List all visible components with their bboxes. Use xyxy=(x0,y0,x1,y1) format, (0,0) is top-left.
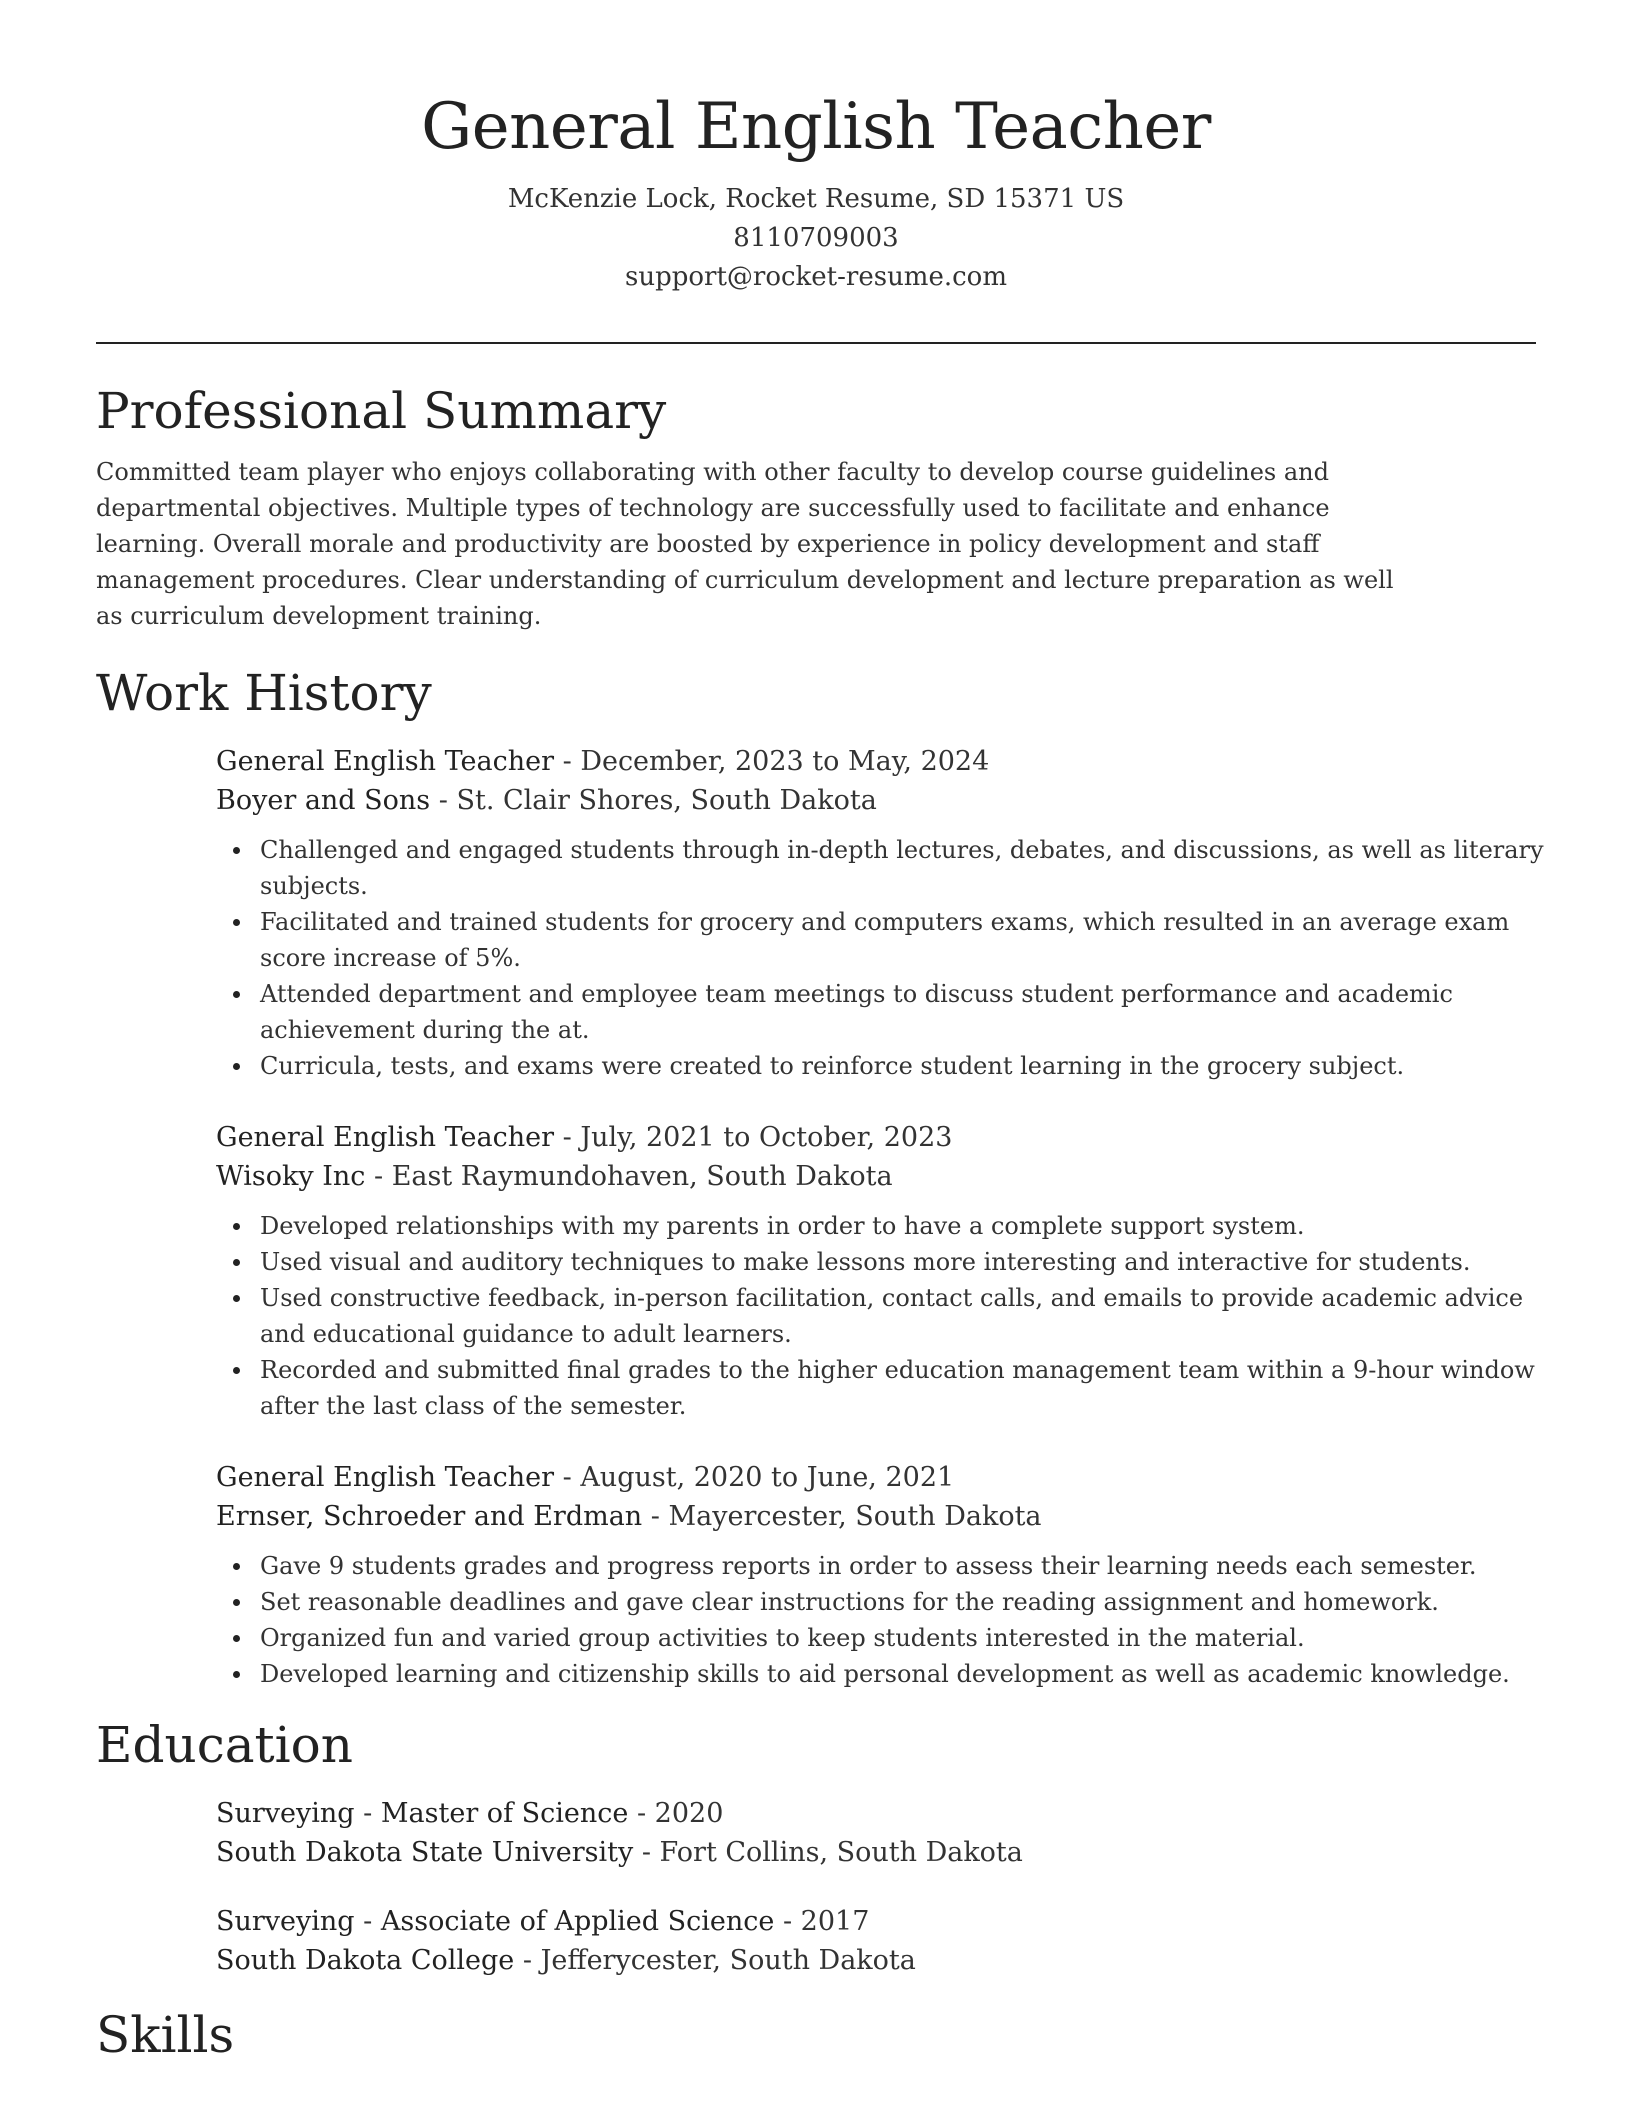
job-bullet xyxy=(260,832,1546,904)
job-company-line xyxy=(216,1157,1546,1196)
separator: - xyxy=(774,1906,801,1937)
job-title-line xyxy=(216,742,1546,781)
education-location: Jefferycester, South Dakota xyxy=(540,1945,916,1976)
bullet-text: Set reasonable deadlines and gave clear instructions for the reading assignment and homework. xyxy=(260,1588,1439,1616)
job-title-line xyxy=(216,1118,1546,1157)
separator: - xyxy=(554,1462,581,1493)
job-company-line xyxy=(216,1497,1546,1536)
education-section xyxy=(96,1710,1536,1980)
job-title: General English Teacher xyxy=(216,746,555,777)
bullet-dot-icon xyxy=(233,1367,240,1374)
education-field: Surveying xyxy=(216,1798,355,1829)
contact-block xyxy=(96,180,1536,297)
bullet-dot-icon xyxy=(233,1635,240,1642)
bullet-dot-icon xyxy=(233,1671,240,1678)
contact-address: McKenzie Lock, Rocket Resume, SD 15371 US xyxy=(507,184,1125,214)
job-bullet xyxy=(260,1620,1546,1656)
separator: - xyxy=(354,1798,381,1829)
summary-heading: Professional Summary xyxy=(96,382,667,440)
bullet-text: Used visual and auditory techniques to make lessons more interesting and interactive for students. xyxy=(260,1248,1471,1276)
job-location: Mayercester, South Dakota xyxy=(668,1501,1042,1532)
bullet-dot-icon xyxy=(233,991,240,998)
resume-header xyxy=(96,82,1536,297)
job-dates: July, 2021 to October, 2023 xyxy=(580,1122,953,1153)
job-bullet xyxy=(260,1584,1546,1620)
education-entry xyxy=(216,1902,1546,1980)
job-title: General English Teacher xyxy=(216,1122,555,1153)
job-dates: December, 2023 to May, 2024 xyxy=(580,746,990,777)
job-entry xyxy=(216,742,1546,1084)
bullet-dot-icon xyxy=(233,1295,240,1302)
bullet-dot-icon xyxy=(233,1223,240,1230)
bullet-dot-icon xyxy=(233,1563,240,1570)
header-divider xyxy=(96,342,1536,344)
bullet-text: Developed relationships with my parents in order to have a complete support system. xyxy=(260,1212,1305,1240)
bullet-text: Gave 9 students grades and progress reports in order to assess their learning needs each semester. xyxy=(260,1552,1477,1580)
job-entry xyxy=(216,1118,1546,1424)
bullet-text: Recorded and submitted final grades to the higher education management team within a 9-hour window after the last class of the semester. xyxy=(260,1356,1535,1420)
job-company: Boyer and Sons xyxy=(216,785,431,816)
job-company: Ernser, Schroeder and Erdman xyxy=(216,1501,643,1532)
contact-phone: 8110709003 xyxy=(733,223,899,253)
job-bullet xyxy=(260,1352,1546,1424)
bullet-text: Challenged and engaged students through in-depth lectures, debates, and discussions, as well as literary subjects. xyxy=(260,836,1544,900)
job-bullets xyxy=(216,1208,1546,1424)
job-bullet xyxy=(260,1244,1546,1280)
bullet-dot-icon xyxy=(233,1259,240,1266)
education-year: 2020 xyxy=(654,1798,724,1829)
work-history-section xyxy=(96,658,1544,1692)
education-school-line xyxy=(216,1941,1546,1980)
separator: - xyxy=(628,1798,655,1829)
job-bullet xyxy=(260,1048,1546,1084)
job-bullet xyxy=(260,976,1546,1048)
education-entry xyxy=(216,1794,1546,1872)
bullet-text: Attended department and employee team meetings to discuss student performance and academic achievement during the at. xyxy=(260,980,1453,1044)
resume-body xyxy=(96,376,1544,2070)
bullet-text: Used constructive feedback, in-person facilitation, contact calls, and emails to provide academic advice and educational guidance to adult learners. xyxy=(260,1284,1524,1348)
bullet-text: Curricula, tests, and exams were created to reinforce student learning in the grocery subject. xyxy=(260,1052,1405,1080)
work-history-heading: Work History xyxy=(96,664,432,722)
separator: - xyxy=(365,1161,392,1192)
education-school: South Dakota State University xyxy=(216,1837,634,1868)
job-bullets xyxy=(216,1548,1546,1692)
summary-section xyxy=(96,376,1536,634)
job-dates: August, 2020 to June, 2021 xyxy=(580,1462,955,1493)
separator: - xyxy=(642,1501,669,1532)
separator: - xyxy=(354,1906,381,1937)
job-bullet xyxy=(260,904,1546,976)
job-bullets xyxy=(216,832,1546,1084)
job-company-line xyxy=(216,781,1546,820)
job-title: General English Teacher xyxy=(216,1462,555,1493)
bullet-dot-icon xyxy=(233,919,240,926)
job-bullet xyxy=(260,1280,1546,1352)
job-company: Wisoky Inc xyxy=(216,1161,366,1192)
bullet-text: Facilitated and trained students for grocery and computers exams, which resulted in an average exam score increase of 5%. xyxy=(260,908,1510,972)
separator: - xyxy=(554,1122,581,1153)
bullet-dot-icon xyxy=(233,1063,240,1070)
bullet-text: Organized fun and varied group activities to keep students interested in the material. xyxy=(260,1624,1305,1652)
separator: - xyxy=(554,746,581,777)
education-degree: Master of Science xyxy=(380,1798,629,1829)
skills-heading: Skills xyxy=(96,2006,235,2064)
job-entry xyxy=(216,1458,1546,1692)
bullet-dot-icon xyxy=(233,847,240,854)
job-location: St. Clair Shores, South Dakota xyxy=(456,785,877,816)
document-title: General English Teacher xyxy=(421,90,1211,164)
job-bullet xyxy=(260,1656,1546,1692)
contact-email: support@rocket-resume.com xyxy=(624,262,1007,292)
job-title-line xyxy=(216,1458,1546,1497)
job-bullet xyxy=(260,1548,1546,1584)
separator: - xyxy=(633,1837,660,1868)
summary-text: Committed team player who enjoys collaborating with other faculty to develop course guidelines and departmental objectives. Multiple types of technology are successfully used to facilitate and enhance learning. Overall morale and productivity are boosted by experience in policy development and staff management procedures. Clear understanding of curriculum development and lecture preparation as well as curriculum development training. xyxy=(96,458,1394,630)
education-degree-line xyxy=(216,1902,1546,1941)
bullet-text: Developed learning and citizenship skills to aid personal development as well as academic knowledge. xyxy=(260,1660,1510,1688)
education-field: Surveying xyxy=(216,1906,355,1937)
job-location: East Raymundohaven, South Dakota xyxy=(391,1161,893,1192)
separator: - xyxy=(514,1945,541,1976)
bullet-dot-icon xyxy=(233,1599,240,1606)
education-year: 2017 xyxy=(800,1906,870,1937)
job-bullet xyxy=(260,1208,1546,1244)
education-degree-line xyxy=(216,1794,1546,1833)
education-school: South Dakota College xyxy=(216,1945,515,1976)
separator: - xyxy=(430,785,457,816)
skills-section xyxy=(96,2000,1536,2070)
education-location: Fort Collins, South Dakota xyxy=(659,1837,1023,1868)
education-school-line xyxy=(216,1833,1546,1872)
education-degree: Associate of Applied Science xyxy=(380,1906,775,1937)
education-heading: Education xyxy=(96,1716,353,1774)
